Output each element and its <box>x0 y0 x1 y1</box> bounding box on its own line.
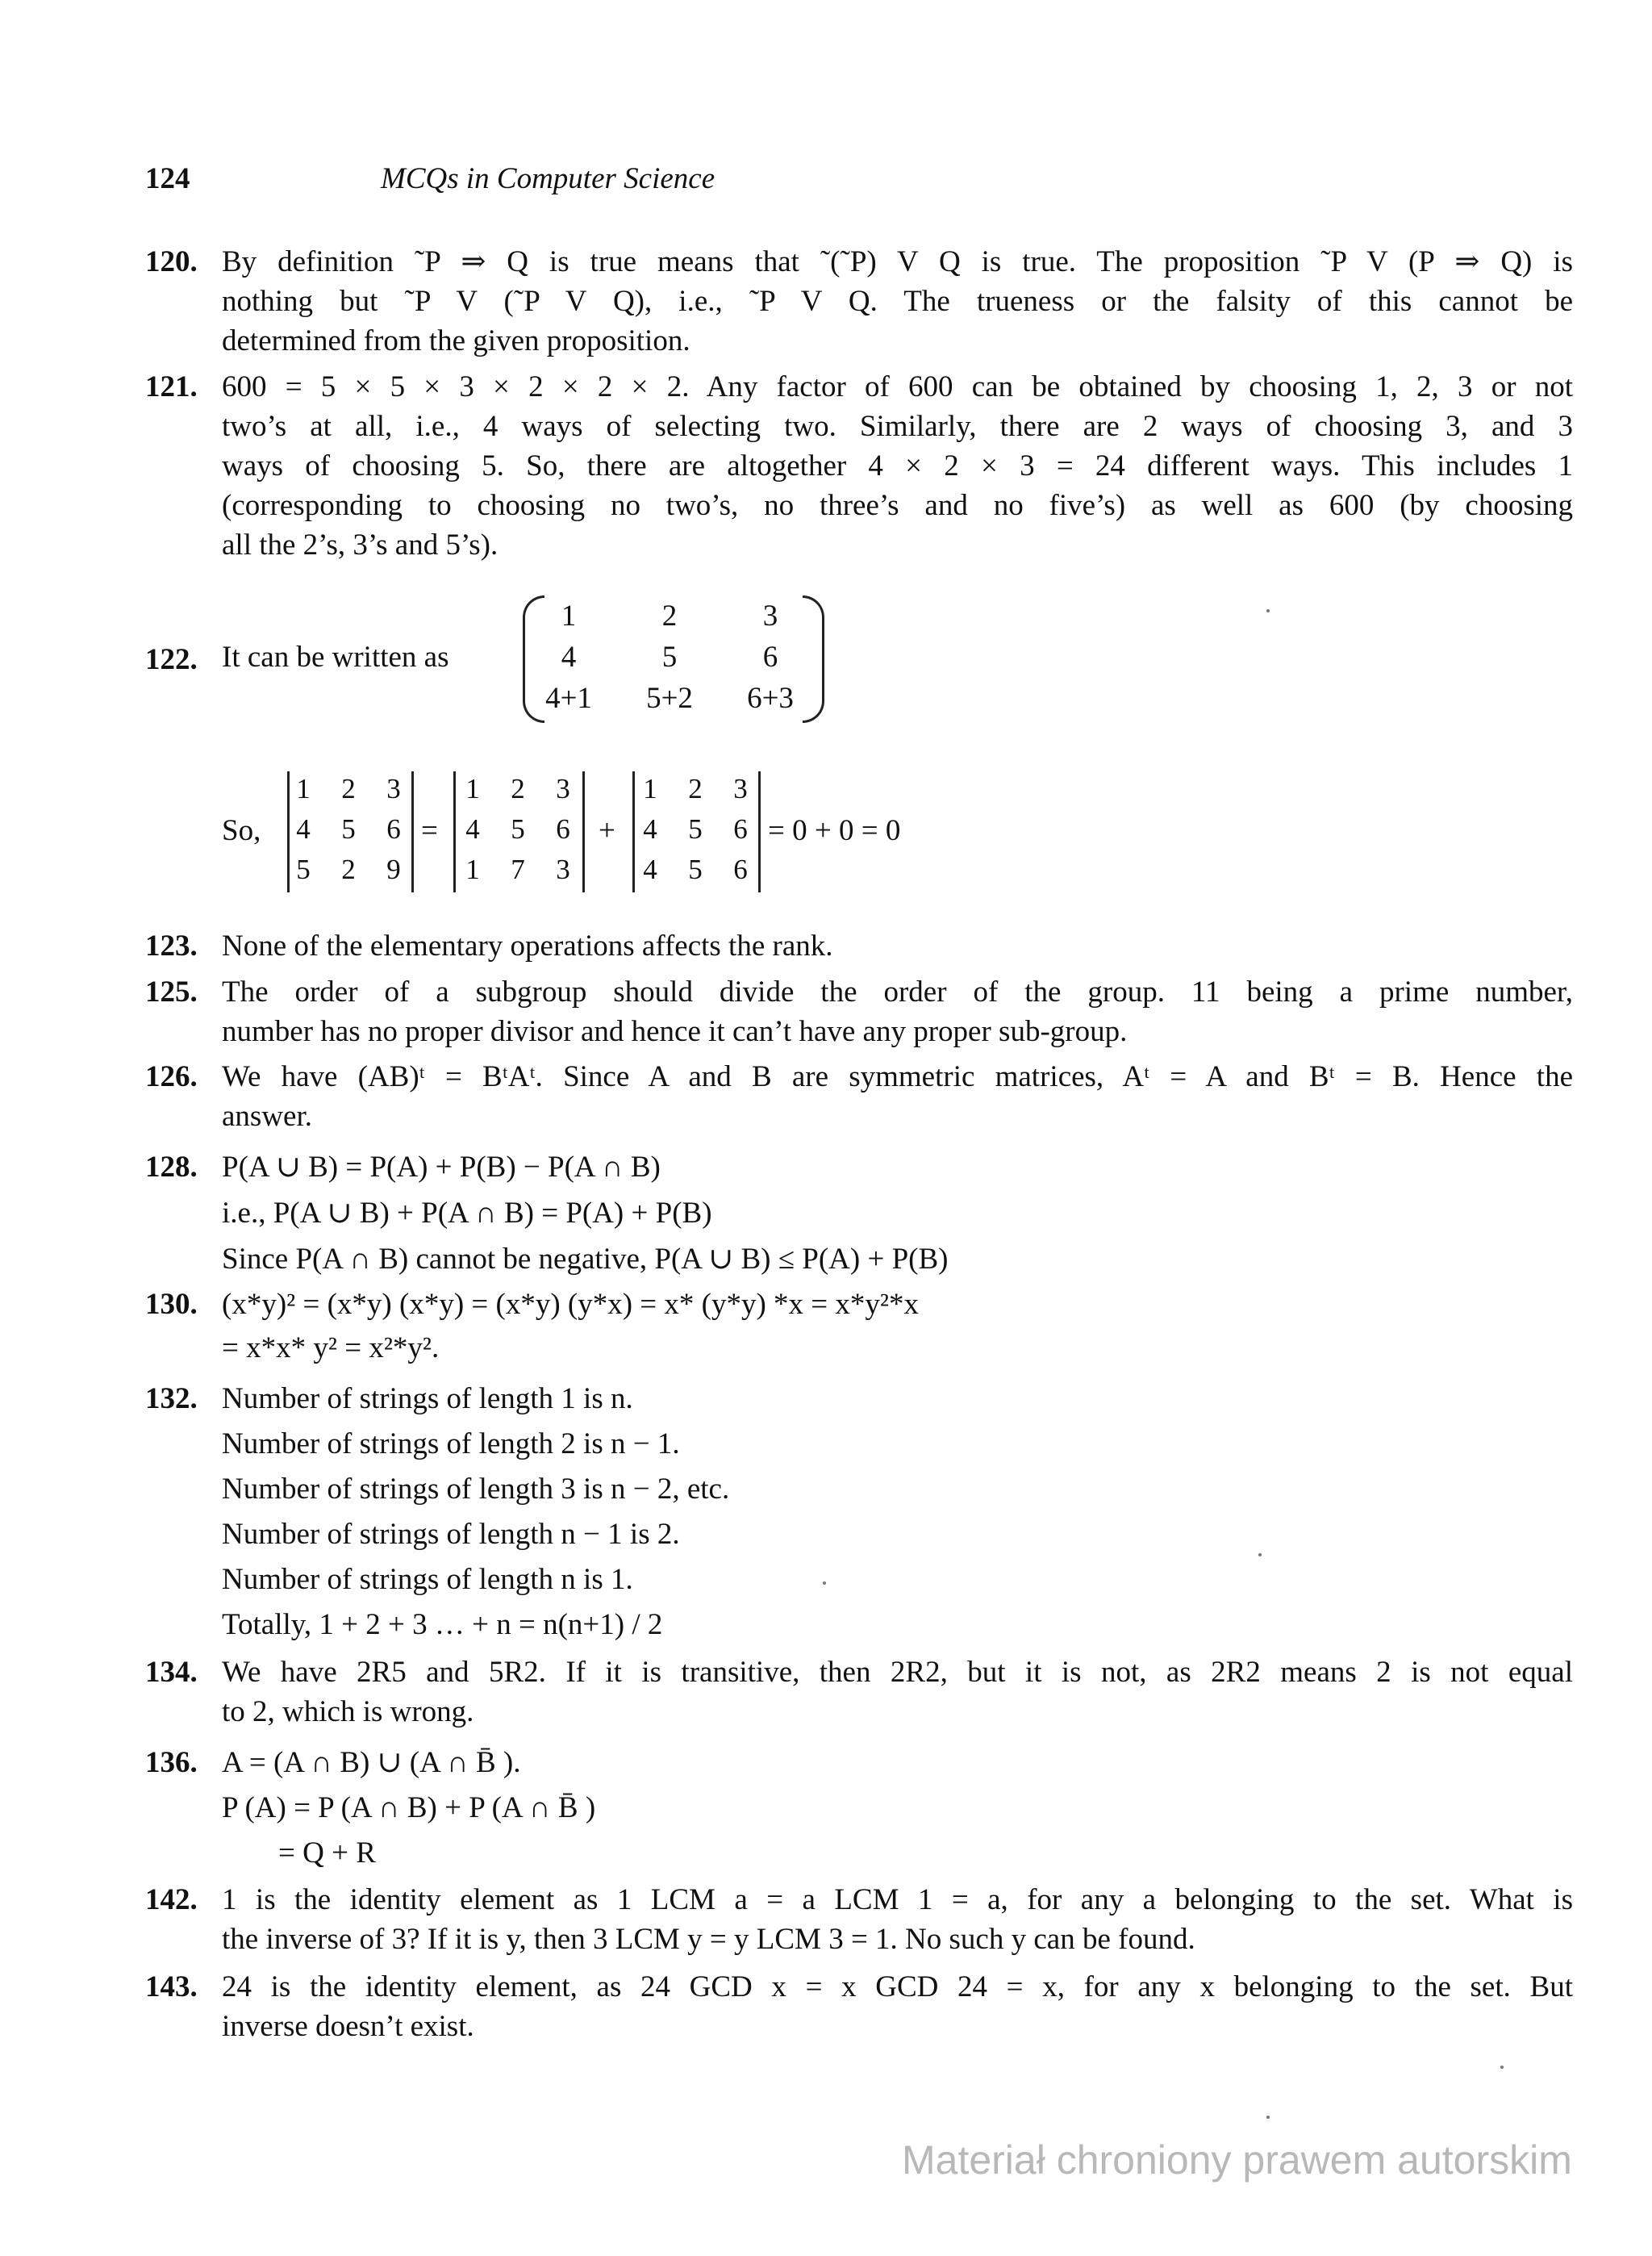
answer-line: to 2, which is wrong. <box>222 1695 474 1728</box>
copyright-watermark: Materiał chroniony prawem autorskim <box>902 2137 1572 2183</box>
matrix-cell: 2 <box>661 600 678 633</box>
det-bar <box>453 771 456 892</box>
det-cell: 6 <box>733 813 748 845</box>
matrix-cell: 4+1 <box>545 682 592 715</box>
matrix-cell: 3 <box>762 600 778 633</box>
answer-128 <box>145 1144 1573 1282</box>
answer-line: 24 is the identity element, as 24 GCD x = x GCD 24 = x, for any x belonging to the set. But <box>222 1970 1573 2003</box>
plus-sign: + <box>599 814 615 847</box>
answer-line: Number of strings of length n − 1 is 2. <box>222 1518 680 1551</box>
answer-number: 142. <box>145 1883 198 1916</box>
answer-number: 121. <box>145 370 198 403</box>
scan-speck <box>1266 609 1270 612</box>
answer-number: 136. <box>145 1746 198 1779</box>
det-cell: 5 <box>688 813 703 845</box>
answer-line: P (A) = P (A ∩ B) + P (A ∩ B̄ ) <box>222 1791 596 1824</box>
det-bar <box>758 771 761 892</box>
answer-line: the inverse of 3? If it is y, then 3 LCM y = y LCM 3 = 1. No such y can be found. <box>222 1923 1195 1956</box>
det-result: = 0 + 0 = 0 <box>768 814 901 847</box>
answer-line: We have (AB)ᵗ = BᵗAᵗ. Since A and B are symmetric matrices, Aᵗ = A and Bᵗ = B. Hence the <box>222 1060 1573 1093</box>
det-cell: 5 <box>341 813 356 845</box>
scan-speck <box>823 1581 826 1585</box>
answer-line: 1 is the identity element as 1 LCM a = a LCM 1 = a, for any a belonging to the set. What is <box>222 1883 1573 1916</box>
answer-line: = x*x* y² = x²*y². <box>222 1331 440 1364</box>
det-cell: 3 <box>556 773 570 804</box>
answer-line: None of the elementary operations affects the rank. <box>222 930 833 963</box>
answer-number: 143. <box>145 1970 198 2003</box>
answer-number: 120. <box>145 245 198 278</box>
det-bar <box>582 771 585 892</box>
answer-line: = Q + R <box>278 1836 376 1870</box>
page-number: 124 <box>145 162 190 195</box>
matrix-cell: 5+2 <box>646 682 693 715</box>
scan-speck <box>1258 1553 1262 1556</box>
answer-line: We have 2R5 and 5R2. If it is transitive, then 2R2, but it is not, as 2R2 means 2 is not equal <box>222 1656 1573 1689</box>
det-cell: 4 <box>643 813 657 845</box>
det-cell: 5 <box>296 854 311 885</box>
det-cell: 6 <box>733 854 748 885</box>
matrix-cell: 5 <box>661 641 678 674</box>
answer-136 <box>145 1740 1573 1876</box>
answer-line: inverse doesn’t exist. <box>222 2010 474 2043</box>
det-cell: 6 <box>386 813 401 845</box>
det-cell: 2 <box>341 854 356 885</box>
answer-142 <box>145 1880 1573 1959</box>
det-cell: 2 <box>341 773 356 804</box>
det-cell: 7 <box>511 854 525 885</box>
answer-line: (x*y)² = (x*y) (x*y) = (x*y) (y*x) = x* (y*y) *x = x*y²*x <box>222 1288 920 1321</box>
det-cell: 1 <box>296 773 311 804</box>
answer-line: all the 2’s, 3’s and 5’s). <box>222 528 499 562</box>
answer-line: Number of strings of length n is 1. <box>222 1563 633 1596</box>
scan-speck <box>1500 2066 1504 2069</box>
answer-125 <box>145 972 1573 1051</box>
answer-line: ways of choosing 5. So, there are altogether 4 × 2 × 3 = 24 different ways. This includes 1 <box>222 449 1573 483</box>
answer-120 <box>145 242 1573 361</box>
det-cell: 2 <box>688 773 703 804</box>
answer-number: 128. <box>145 1151 198 1184</box>
det-bar <box>411 771 414 892</box>
answer-126 <box>145 1057 1573 1136</box>
answer-number: 126. <box>145 1060 198 1093</box>
answer-line: Totally, 1 + 2 + 3 … + n = n(n+1) / 2 <box>222 1608 663 1641</box>
answer-123 <box>145 926 1573 966</box>
answer-line: determined from the given proposition. <box>222 324 690 357</box>
answer-number: 130. <box>145 1288 198 1321</box>
det-cell: 5 <box>688 854 703 885</box>
lead-text: It can be written as <box>222 641 449 674</box>
det-cell: 9 <box>386 854 401 885</box>
det-cell: 4 <box>465 813 480 845</box>
answer-line: number has no proper divisor and hence it can’t have any proper sub-group. <box>222 1015 1128 1048</box>
answer-number: 123. <box>145 930 198 963</box>
matrix-cell: 6+3 <box>747 682 794 715</box>
running-head: MCQs in Computer Science <box>381 162 715 195</box>
det-cell: 4 <box>643 854 657 885</box>
det-cell: 3 <box>556 854 570 885</box>
answer-143 <box>145 1967 1573 2046</box>
det-cell: 5 <box>511 813 525 845</box>
answer-line: Since P(A ∩ B) cannot be negative, P(A ∪ B) ≤ P(A) + P(B) <box>222 1243 949 1276</box>
answer-line: (corresponding to choosing no two’s, no three’s and no five’s) as well as 600 (by choosing <box>222 489 1573 522</box>
answer-line: Number of strings of length 2 is n − 1. <box>222 1427 680 1460</box>
answer-line: Number of strings of length 3 is n − 2, etc. <box>222 1473 730 1506</box>
so-label: So, <box>222 814 261 847</box>
det-cell: 4 <box>296 813 311 845</box>
answer-line: nothing but ˜P V (˜P V Q), i.e., ˜P V Q. The trueness or the falsity of this cannot be <box>222 285 1573 318</box>
document-page: 124 MCQs in Computer Science 120. By definition ˜P ⇒ Q is true means that ˜(˜P) V Q is true. The proposition ˜P V (P ⇒ Q) is nothing but ˜P V (˜P V Q), i.e., ˜P V Q. The trueness or the falsity of this cannot be determined from the given proposition. 121. 600 = 5 × 5 × 3 × 2 × 2 × 2. Any factor of 600 can be obtained by choosing 1, 2, 3 or not two’s at all, i.e., 4 ways of selecting two. Similarly, there are 2 ways of choosing 3, and 3 ways of choosing 5. So, there are altogether 4 × 2 × 3 = 24 different ways. This includes 1 (corresponding to choosing no two’s, no three’s and no five’s) as well as 600 (by choosing all the 2’s, 3’s and 5’s). 122. It can be written as 1 2 3 4 5 6 4+1 5+2 6+3 So, 1 2 3 4 5 6 5 2 9 = 1 2 3 4 5 6 1 7 3 + 1 2 3 4 5 6 4 5 6 = 0 + 0 = 0 123. None of the elementary operations affects the rank. 125. The order of a subgroup should divide the order of the group. 11 being a prime number, number has no proper divisor and hence it can’t have any proper sub-group. 126. We have (AB)ᵗ = BᵗAᵗ. Since A and B are symmetric matrices, Aᵗ = A and Bᵗ = B. Hence the answer. 128. P(A ∪ B) = P(A) + P(B) − P(A ∩ B) i.e., P(A ∪ B) + P(A ∩ B) = P(A) + P(B) Since P(A ∩ B) cannot be negative, P(A ∪ B) ≤ P(A) + P(B) 130. (x*y)² = (x*y) (x*y) = (x*y) (y*x) = x* (y*y) *x = x*y²*x = x*x* y² = x²*y². 132. Number of strings of length 1 is n. Number of strings of length 2 is n − 1. Number of strings of length 3 is n − 2, etc. Number of strings of length n − 1 is 2. Number of strings of length n is 1. Totally, 1 + 2 + 3 … + n = n(n+1) / 2 134. We have 2R5 and 5R2. If it is transitive, then 2R2, but it is not, as 2R2 means 2 is not equal to 2, which is wrong. 136. A = (A ∩ B) ∪ (A ∩ B̄ ). P (A) = P (A ∩ B) + P (A ∩ B̄ ) = Q + R 142. 1 is the identity element as 1 LCM a = a LCM 1 = a, for any a belonging to the set. What is the inverse of 3? If it is y, then 3 LCM y = y LCM 3 = 1. No such y can be found. 143. 24 is the identity element, as 24 GCD x = x GCD 24 = x, for any x belonging to the set. But inverse doesn’t exist. Materiał chroniony prawem autorskim <box>145 162 1573 2183</box>
answer-121 <box>145 367 1573 565</box>
matrix-cell: 6 <box>762 641 778 674</box>
det-cell: 1 <box>643 773 657 804</box>
matrix-cell: 4 <box>561 641 577 674</box>
answer-line: 600 = 5 × 5 × 3 × 2 × 2 × 2. Any factor of 600 can be obtained by choosing 1, 2, 3 or not <box>222 370 1573 403</box>
answer-number: 134. <box>145 1656 198 1689</box>
answer-line: P(A ∪ B) = P(A) + P(B) − P(A ∩ B) <box>222 1151 661 1184</box>
equals-sign: = <box>421 814 438 847</box>
answer-line: Number of strings of length 1 is n. <box>222 1382 633 1415</box>
answer-line: A = (A ∩ B) ∪ (A ∩ B̄ ). <box>222 1746 521 1779</box>
answer-line: By definition ˜P ⇒ Q is true means that ˜(˜P) V Q is true. The proposition ˜P V (P ⇒ Q) is <box>222 245 1573 278</box>
matrix-cell: 1 <box>561 600 577 633</box>
answer-line: two’s at all, i.e., 4 ways of selecting two. Similarly, there are 2 ways of choosing 3, and 3 <box>222 410 1573 443</box>
det-cell: 2 <box>511 773 525 804</box>
det-cell: 1 <box>465 854 480 885</box>
answer-number: 125. <box>145 976 198 1009</box>
answer-line: answer. <box>222 1100 312 1133</box>
answer-134 <box>145 1652 1573 1732</box>
det-cell: 1 <box>465 773 480 804</box>
det-cell: 6 <box>556 813 570 845</box>
scan-speck <box>1266 2116 1270 2119</box>
det-cell: 3 <box>733 773 748 804</box>
answer-number: 132. <box>145 1382 198 1415</box>
answer-132 <box>145 1377 1573 1648</box>
answer-line: The order of a subgroup should divide the order of the group. 11 being a prime number, <box>222 976 1573 1009</box>
det-cell: 3 <box>386 773 401 804</box>
answer-130 <box>145 1283 1573 1370</box>
answer-line: i.e., P(A ∪ B) + P(A ∩ B) = P(A) + P(B) <box>222 1197 712 1230</box>
